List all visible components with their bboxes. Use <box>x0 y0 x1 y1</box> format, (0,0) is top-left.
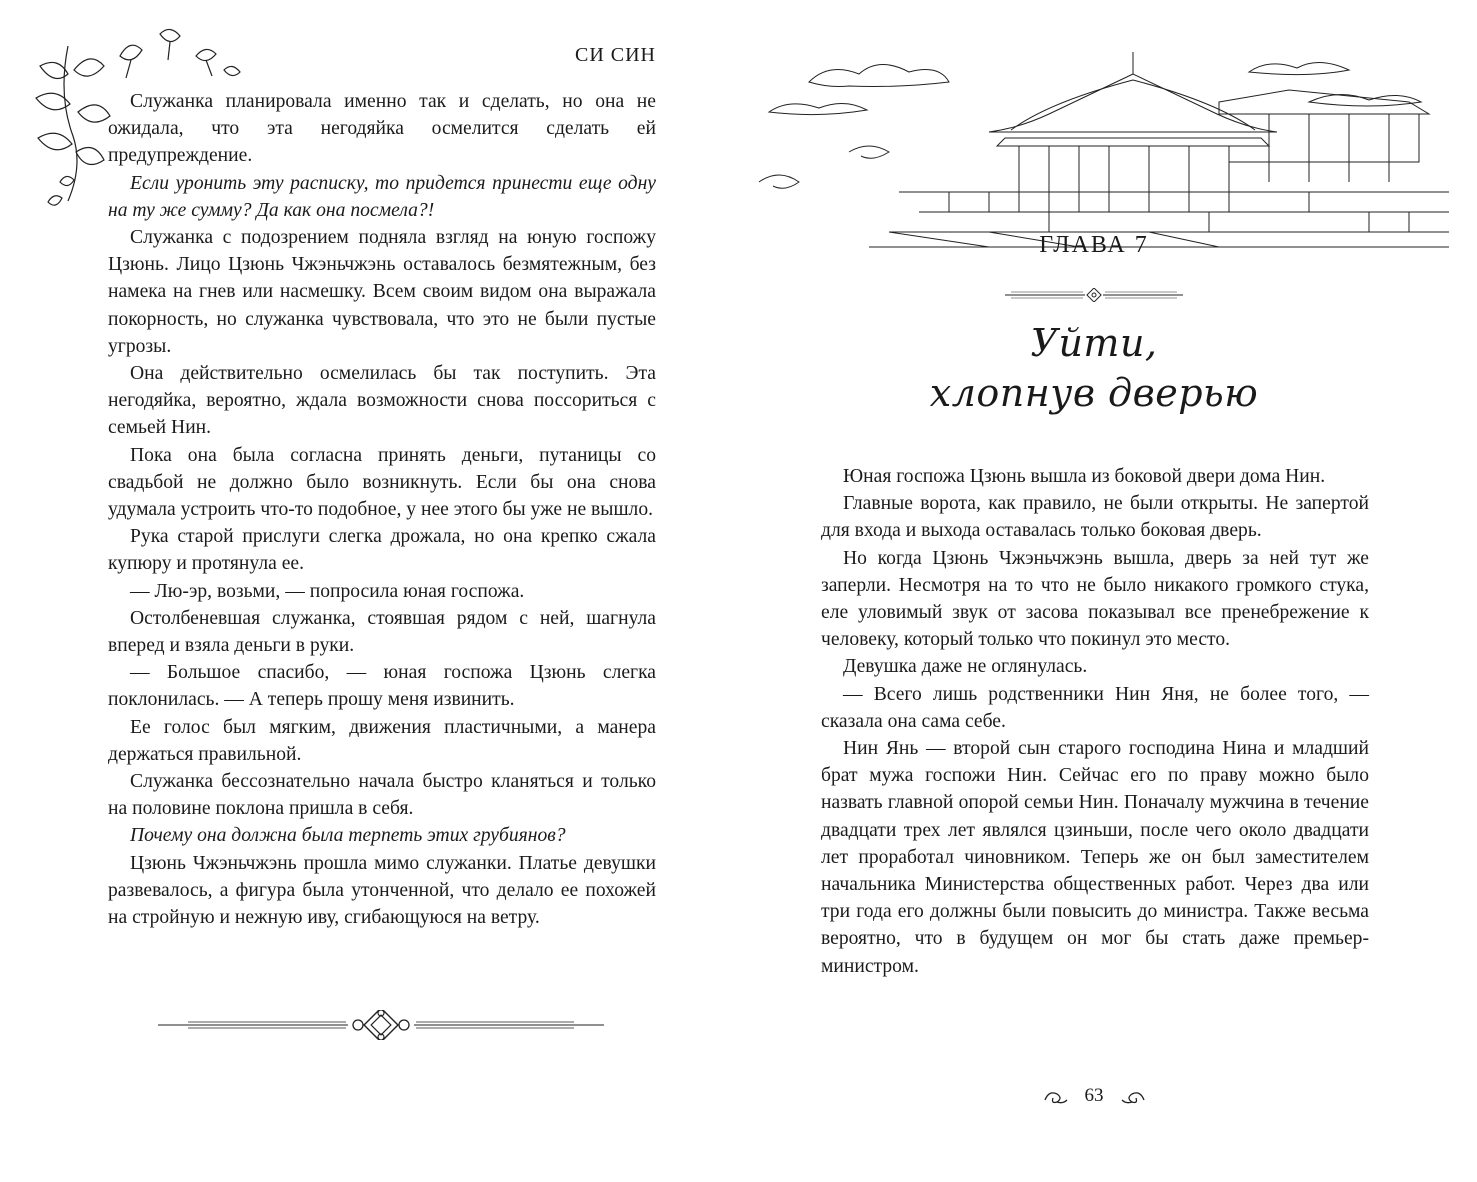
paragraph: Она действительно осмелилась бы так поступить. Эта негодяйка, вероятно, ждала возможности снова поссориться с семьей Нин. <box>108 363 656 439</box>
left-page <box>0 0 738 1182</box>
paragraph: Девушка даже не оглянулась. <box>843 656 1088 678</box>
paragraph: Пока она была согласна принять деньги, путаницы со свадьбой не должно было возникнуть. Если бы она снова удумала устроить что-то подобное, у нее этого бы уже не вышло. <box>108 444 656 521</box>
paragraph: Рука старой прислуги слегка дрожала, но она крепко сжала купюру и протянула ее. <box>108 526 656 575</box>
paragraph-italic: Почему она должна была терпеть этих грубиянов? <box>130 825 566 847</box>
paragraph: Ее голос был мягким, движения пластичными, а манера держаться правильной. <box>108 716 656 765</box>
palace-illustration-icon <box>749 42 1449 252</box>
paragraph: Нин Янь — второй сын старого господина Нина и младший брат мужа госпожи Нин. Сейчас его по праву можно было назвать главной опорой семьи Нин. Поначалу мужчина в течение двадцати трех лет являлся цзиньши, после чего около двадцати лет проработал чиновником. Теперь же он был заместителем начальника Министерства общественных работ. Через два или три года его должны были повысить до министра. Также весьма вероятно, что в будущем он мог бы стать даже премьер-министром. <box>821 738 1369 977</box>
chapter-title-line-2: хлопнув дверью <box>929 371 1259 415</box>
paragraph: Главные ворота, как правило, не были открыты. Не запертой для входа и выхода оставалась только боковая дверь. <box>821 493 1369 542</box>
paragraph: Остолбеневшая служанка, стоявшая рядом с ней, шагнула вперед и взяла деньги в руки. <box>108 607 656 657</box>
right-body-text <box>821 463 1369 980</box>
left-body-text <box>108 88 656 931</box>
running-head: СИ СИН <box>574 44 656 66</box>
paragraph: Но когда Цзюнь Чжэньчжэнь вышла, дверь за ней тут же заперли. Несмотря на то что не было никакого громкого стука, еле уловимый звук от засова показывал все пренебрежение к человеку, который только что покинул это место. <box>821 547 1369 651</box>
page-number: 63 <box>1084 1085 1104 1106</box>
paragraph: — Всего лишь родственники Нин Яня, не более того, — сказала она сама себе. <box>821 683 1369 732</box>
paragraph: — Лю-эр, возьми, — попросила юная госпожа. <box>130 580 525 602</box>
paragraph: Служанка с подозрением подняла взгляд на юную госпожу Цзюнь. Лицо Цзюнь Чжэньчжэнь оставалось безмятежным, без намека на гнев или насмешку. Всем своим видом она выражала покорность, но служанка чувствовала, что это не были пустые угрозы. <box>108 227 656 357</box>
endless-knot-icon <box>158 1010 604 1040</box>
cloud-swirl-icon <box>1120 1086 1146 1106</box>
paragraph: — Большое спасибо, — юная госпожа Цзюнь слегка поклонилась. — А теперь прошу меня извинить. <box>108 662 656 711</box>
paragraph: Служанка бессознательно начала быстро кланяться и только на половине поклона пришла в себя. <box>108 771 656 820</box>
chapter-divider <box>1005 288 1183 302</box>
page-number-block <box>1009 1080 1179 1112</box>
cloud-swirl-icon <box>1043 1086 1069 1106</box>
chapter-title-line-1: Уйти, <box>1030 321 1158 365</box>
paragraph: Юная госпожа Цзюнь вышла из боковой двери дома Нин. <box>843 466 1326 487</box>
chapter-title <box>739 318 1449 418</box>
paragraph: Служанка планировала именно так и сделать, но она не ожидала, что эта негодяйка осмелится сделать ей предупреждение. <box>108 91 656 167</box>
right-page <box>739 0 1477 1182</box>
chapter-label: ГЛАВА 7 <box>1039 232 1149 258</box>
paragraph: Цзюнь Чжэньчжэнь прошла мимо служанки. Платье девушки развевалось, а фигура была утонченной, что делало ее похожей на стройную и нежную иву, сгибающуюся на ветру. <box>108 852 656 929</box>
paragraph-italic: Если уронить эту расписку, то придется принести еще одну на ту же сумму? Да как она посмела?! <box>108 172 656 221</box>
